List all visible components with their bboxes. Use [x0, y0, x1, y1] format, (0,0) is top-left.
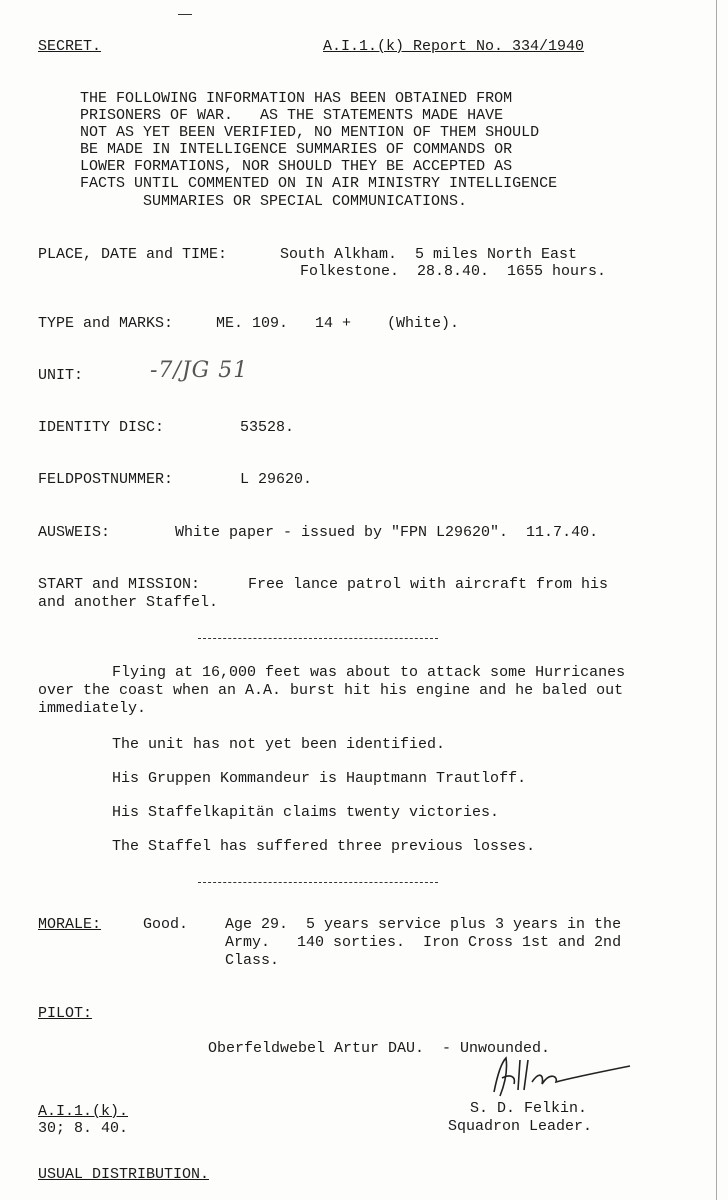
- punch-mark: [178, 14, 192, 15]
- morale-rating: Good.: [143, 916, 189, 933]
- report-title: A.I.1.(k) Report No. 334/1940: [323, 38, 585, 55]
- warning-line: THE FOLLOWING INFORMATION HAS BEEN OBTAINED FROM: [80, 90, 513, 107]
- start-value: Free lance patrol with aircraft from his: [248, 576, 609, 593]
- narrative-line: over the coast when an A.A. burst hit his engine and he baled out: [38, 682, 624, 699]
- unit-label: UNIT:: [38, 367, 84, 384]
- type-label: TYPE and MARKS:: [38, 315, 174, 332]
- narrative-item: His Gruppen Kommandeur is Hauptmann Trautloff.: [112, 770, 527, 787]
- morale-detail: Class.: [225, 952, 280, 969]
- warning-line: LOWER FORMATIONS, NOR SHOULD THEY BE ACCEPTED AS: [80, 158, 513, 175]
- warning-line: NOT AS YET BEEN VERIFIED, NO MENTION OF THEM SHOULD: [80, 124, 540, 141]
- identity-label: IDENTITY DISC:: [38, 419, 165, 436]
- feldpost-value: L 29620.: [240, 471, 313, 488]
- morale-detail: Army. 140 sorties. Iron Cross 1st and 2nd: [225, 934, 622, 951]
- page-edge: [716, 0, 717, 1200]
- start-label: START and MISSION:: [38, 576, 201, 593]
- ausweis-label: AUSWEIS:: [38, 524, 111, 541]
- signatory-name: S. D. Felkin.: [470, 1100, 588, 1117]
- narrative-item: The unit has not yet been identified.: [112, 736, 446, 753]
- section-divider: [198, 882, 438, 883]
- handwritten-signature: [480, 1052, 640, 1100]
- classification-label: SECRET.: [38, 38, 102, 55]
- warning-line: SUMMARIES OR SPECIAL COMMUNICATIONS.: [143, 193, 468, 210]
- report-date: 30; 8. 40.: [38, 1120, 129, 1137]
- ausweis-value: White paper - issued by "FPN L29620". 11.7.40.: [175, 524, 599, 541]
- section-divider: [198, 638, 438, 639]
- place-value: South Alkham. 5 miles North East: [280, 246, 578, 263]
- warning-line: BE MADE IN INTELLIGENCE SUMMARIES OF COMMANDS OR: [80, 141, 513, 158]
- identity-value: 53528.: [240, 419, 295, 436]
- pilot-label: PILOT:: [38, 1005, 93, 1022]
- distribution-note: USUAL DISTRIBUTION.: [38, 1166, 210, 1183]
- warning-line: FACTS UNTIL COMMENTED ON IN AIR MINISTRY INTELLIGENCE: [80, 175, 558, 192]
- narrative-line: immediately.: [38, 700, 147, 717]
- unit-handwritten: -7/JG 51: [150, 358, 249, 383]
- warning-line: PRISONERS OF WAR. AS THE STATEMENTS MADE HAVE: [80, 107, 504, 124]
- place-value: Folkestone. 28.8.40. 1655 hours.: [300, 263, 607, 280]
- place-label: PLACE, DATE and TIME:: [38, 246, 228, 263]
- morale-label: MORALE:: [38, 916, 102, 933]
- start-value: and another Staffel.: [38, 594, 219, 611]
- type-value: ME. 109. 14 + (White).: [216, 315, 460, 332]
- feldpost-label: FELDPOSTNUMMER:: [38, 471, 174, 488]
- pilot-value: Oberfeldwebel Artur DAU. - Unwounded.: [208, 1040, 551, 1057]
- narrative-item: His Staffelkapitän claims twenty victories.: [112, 804, 500, 821]
- narrative-line: Flying at 16,000 feet was about to attack some Hurricanes: [112, 664, 626, 681]
- narrative-item: The Staffel has suffered three previous losses.: [112, 838, 536, 855]
- signatory-rank: Squadron Leader.: [448, 1118, 593, 1135]
- morale-detail: Age 29. 5 years service plus 3 years in the: [225, 916, 622, 933]
- office-code: A.I.1.(k).: [38, 1103, 129, 1120]
